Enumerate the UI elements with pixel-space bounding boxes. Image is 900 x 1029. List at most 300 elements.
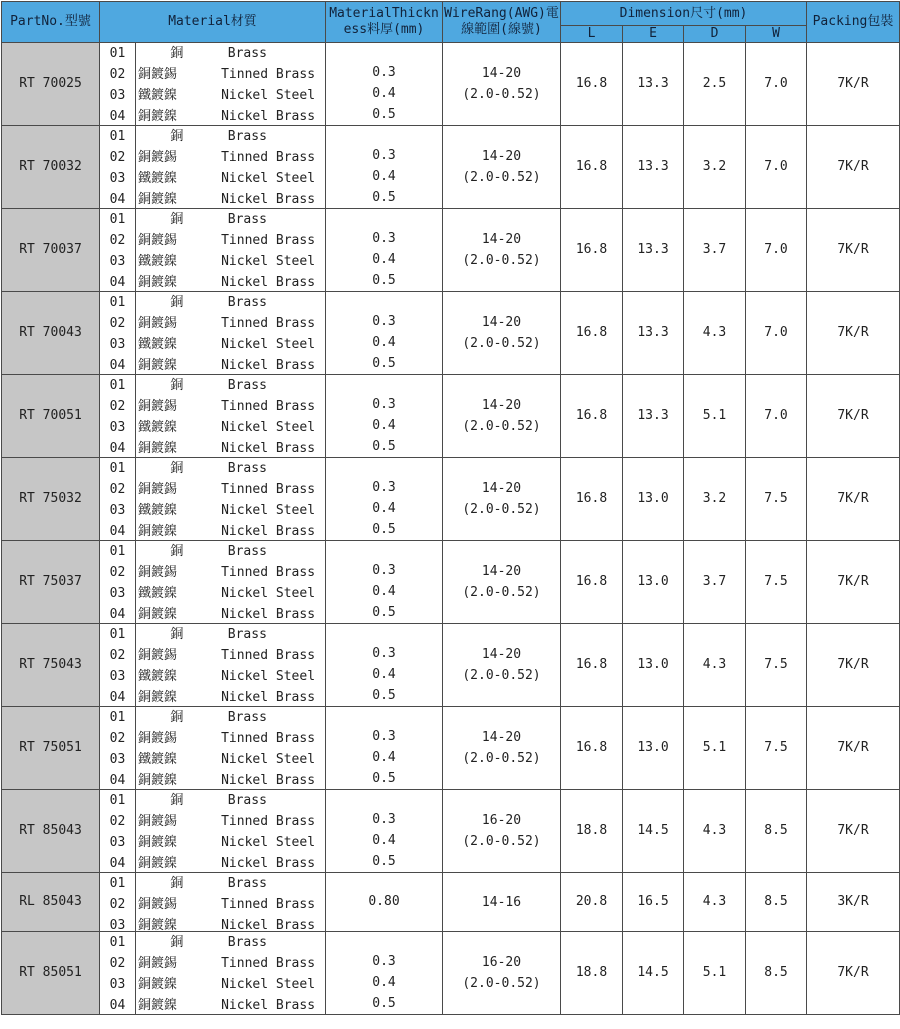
thickness-value: 0.3 — [372, 480, 396, 495]
material-entry — [136, 687, 325, 708]
material-code: 04 — [109, 358, 126, 373]
wire-range-cell — [443, 126, 561, 209]
material-name-zh: 鐵鍍鎳 — [138, 88, 178, 103]
dimension-e-cell: 14.5 — [623, 790, 684, 873]
material-name-zh: 鐵鍍鎳 — [138, 586, 178, 601]
material-entry — [136, 873, 325, 894]
dimension-l-cell: 20.8 — [561, 873, 623, 932]
material-code: 02 — [109, 814, 126, 829]
dimension-d-cell: 5.1 — [684, 932, 746, 1015]
material-cell — [136, 209, 326, 292]
wire-range-value: (2.0-0.52) — [462, 668, 541, 683]
table-row — [2, 873, 900, 932]
material-name-en: Tinned Brass — [221, 316, 316, 331]
dimension-d-cell: 3.7 — [684, 541, 746, 624]
material-code: 02 — [109, 233, 126, 248]
material-name-en: Nickel Brass — [221, 856, 316, 871]
material-code: 03 — [109, 337, 126, 352]
material-name-en: Brass — [227, 212, 267, 227]
material-code: 03 — [109, 835, 126, 850]
product-spec-table — [1, 1, 900, 1015]
material-name-en: Brass — [227, 129, 267, 144]
header-packing: Packing包裝 — [807, 2, 900, 43]
part-number-cell: RT 70037 — [2, 209, 100, 292]
material-code: 04 — [109, 998, 126, 1013]
material-entry — [136, 749, 325, 770]
part-number-cell: RL 85043 — [2, 873, 100, 932]
material-entry — [136, 43, 325, 64]
thickness-value — [326, 790, 442, 809]
thickness-value: 0.5 — [372, 771, 396, 786]
thickness-value: 0.4 — [372, 418, 396, 433]
material-name-zh: 銅鍍鎳 — [138, 998, 178, 1013]
material-code: 01 — [109, 378, 126, 393]
table-row — [2, 624, 900, 707]
material-name-zh: 銅 — [170, 461, 184, 476]
thickness-value: 0.4 — [372, 86, 396, 101]
dimension-e-cell: 13.0 — [623, 624, 684, 707]
material-name-zh: 銅 — [170, 295, 184, 310]
wire-range-value: 14-20 — [481, 730, 522, 745]
material-code: 04 — [109, 773, 126, 788]
material-name-en: Nickel Brass — [221, 690, 316, 705]
material-name-en: Brass — [227, 378, 267, 393]
material-cell — [136, 707, 326, 790]
table-row — [2, 209, 900, 292]
part-number-cell: RT 70025 — [2, 43, 100, 126]
material-code-cell — [100, 873, 136, 932]
thickness-value: 0.3 — [372, 812, 396, 827]
header-material: Material材質 — [100, 2, 326, 43]
thickness-value: 0.5 — [372, 996, 396, 1011]
material-code: 02 — [109, 956, 126, 971]
material-name-zh: 銅鍍鎳 — [138, 690, 178, 705]
thickness-value: 0.5 — [372, 605, 396, 620]
material-name-zh: 銅 — [170, 544, 184, 559]
material-code: 03 — [109, 420, 126, 435]
header-part-no: PartNo.型號 — [2, 2, 100, 43]
dimension-w-cell: 8.5 — [746, 932, 807, 1015]
material-name-zh: 銅 — [170, 876, 184, 891]
material-code: 04 — [109, 856, 126, 871]
thickness-cell — [326, 209, 443, 292]
material-code-cell — [100, 541, 136, 624]
part-number-cell: RT 85051 — [2, 932, 100, 1015]
dimension-e-cell: 13.3 — [623, 375, 684, 458]
material-entry — [136, 811, 325, 832]
material-entry — [136, 583, 325, 604]
part-number-cell: RT 75043 — [2, 624, 100, 707]
thickness-value: 0.5 — [372, 190, 396, 205]
dimension-w-cell: 7.5 — [746, 624, 807, 707]
thickness-cell — [326, 375, 443, 458]
material-entry — [136, 853, 325, 874]
material-name-en: Nickel Brass — [221, 358, 316, 373]
material-name-en: Brass — [227, 710, 267, 725]
material-name-en: Nickel Steel — [221, 171, 316, 186]
thickness-value: 0.4 — [372, 584, 396, 599]
material-name-en: Nickel Brass — [221, 918, 316, 933]
packing-cell: 7K/R — [807, 458, 900, 541]
material-code: 03 — [109, 88, 126, 103]
thickness-cell — [326, 126, 443, 209]
material-name-en: Nickel Steel — [221, 586, 316, 601]
dimension-w-cell: 7.0 — [746, 292, 807, 375]
wire-range-cell — [443, 209, 561, 292]
material-name-en: Nickel Brass — [221, 192, 316, 207]
material-name-zh: 銅鍍錫 — [138, 399, 178, 414]
material-entry — [136, 624, 325, 645]
material-entry — [136, 396, 325, 417]
material-code: 02 — [109, 565, 126, 580]
thickness-value: 0.5 — [372, 107, 396, 122]
wire-range-value: 14-20 — [481, 647, 522, 662]
material-code: 02 — [109, 399, 126, 414]
material-name-zh: 銅鍍鎳 — [138, 773, 178, 788]
material-name-zh: 銅鍍錫 — [138, 316, 178, 331]
thickness-value: 0.4 — [372, 833, 396, 848]
wire-range-cell — [443, 458, 561, 541]
material-name-zh: 銅鍍鎳 — [138, 835, 178, 850]
material-name-en: Tinned Brass — [221, 956, 316, 971]
material-name-en: Nickel Steel — [221, 752, 316, 767]
material-code-cell — [100, 209, 136, 292]
material-name-zh: 鐵鍍鎳 — [138, 503, 178, 518]
thickness-value: 0.5 — [372, 439, 396, 454]
material-entry — [136, 932, 325, 953]
material-code: 01 — [109, 876, 126, 891]
dimension-d-cell: 3.2 — [684, 126, 746, 209]
wire-range-value: (2.0-0.52) — [462, 976, 541, 991]
material-entry — [136, 126, 325, 147]
material-code: 01 — [109, 212, 126, 227]
dimension-l-cell: 16.8 — [561, 541, 623, 624]
material-name-en: Nickel Brass — [221, 109, 316, 124]
wire-range-value: 14-20 — [481, 149, 522, 164]
table-row — [2, 126, 900, 209]
material-code-cell — [100, 43, 136, 126]
table-row — [2, 932, 900, 1015]
dimension-l-cell: 16.8 — [561, 209, 623, 292]
table-row — [2, 292, 900, 375]
thickness-cell — [326, 624, 443, 707]
table-row — [2, 43, 900, 126]
material-name-en: Nickel Steel — [221, 88, 316, 103]
material-cell — [136, 790, 326, 873]
header-thickness: MaterialThickness料厚(mm) — [326, 2, 443, 43]
packing-cell: 7K/R — [807, 209, 900, 292]
material-name-zh: 鐵鍍鎳 — [138, 254, 178, 269]
wire-range-value: (2.0-0.52) — [462, 585, 541, 600]
dimension-e-cell: 14.5 — [623, 932, 684, 1015]
packing-cell: 7K/R — [807, 932, 900, 1015]
material-name-zh: 銅 — [170, 793, 184, 808]
material-code: 01 — [109, 793, 126, 808]
material-name-zh: 銅 — [170, 627, 184, 642]
thickness-value — [326, 458, 442, 477]
material-code: 01 — [109, 461, 126, 476]
material-name-en: Tinned Brass — [221, 897, 316, 912]
material-code-cell — [100, 458, 136, 541]
material-name-zh: 鐵鍍鎳 — [138, 420, 178, 435]
header-dim-e: E — [623, 26, 684, 43]
material-entry — [136, 562, 325, 583]
wire-range-value: 14-20 — [481, 481, 522, 496]
material-cell — [136, 624, 326, 707]
material-name-zh: 銅鍍鎳 — [138, 192, 178, 207]
material-code: 02 — [109, 482, 126, 497]
thickness-value: 0.5 — [372, 854, 396, 869]
material-code-cell — [100, 375, 136, 458]
material-name-zh: 銅鍍鎳 — [138, 275, 178, 290]
material-name-zh: 銅鍍錫 — [138, 648, 178, 663]
material-code-cell — [100, 624, 136, 707]
thickness-value: 0.4 — [372, 667, 396, 682]
wire-range-value: 14-20 — [481, 564, 522, 579]
material-entry — [136, 230, 325, 251]
material-code-cell — [100, 707, 136, 790]
dimension-e-cell: 13.3 — [623, 209, 684, 292]
table-body — [2, 43, 900, 1015]
wire-range-value: (2.0-0.52) — [462, 419, 541, 434]
material-entry — [136, 355, 325, 376]
material-code: 03 — [109, 752, 126, 767]
header-dim-w: W — [746, 26, 807, 43]
material-code-cell — [100, 292, 136, 375]
material-name-zh: 銅鍍鎳 — [138, 607, 178, 622]
material-code: 03 — [109, 586, 126, 601]
material-name-zh: 銅鍍鎳 — [138, 441, 178, 456]
dimension-e-cell: 13.0 — [623, 541, 684, 624]
packing-cell: 7K/R — [807, 707, 900, 790]
thickness-value: 0.4 — [372, 335, 396, 350]
wire-range-value: 14-16 — [481, 894, 522, 910]
material-code: 02 — [109, 67, 126, 82]
thickness-value — [326, 375, 442, 394]
thickness-value: 0.5 — [372, 273, 396, 288]
material-entry — [136, 189, 325, 210]
dimension-e-cell: 13.3 — [623, 43, 684, 126]
table-row — [2, 375, 900, 458]
material-name-zh: 銅鍍鎳 — [138, 524, 178, 539]
material-code: 01 — [109, 710, 126, 725]
dimension-d-cell: 5.1 — [684, 707, 746, 790]
packing-cell: 7K/R — [807, 292, 900, 375]
wire-range-value: (2.0-0.52) — [462, 834, 541, 849]
thickness-cell — [326, 873, 443, 932]
table-header — [2, 2, 900, 43]
dimension-e-cell: 13.0 — [623, 458, 684, 541]
dimension-l-cell: 16.8 — [561, 707, 623, 790]
part-number-cell: RT 75051 — [2, 707, 100, 790]
dimension-w-cell: 7.0 — [746, 375, 807, 458]
material-name-en: Brass — [227, 627, 267, 642]
dimension-d-cell: 4.3 — [684, 790, 746, 873]
material-name-en: Nickel Steel — [221, 337, 316, 352]
material-name-en: Tinned Brass — [221, 482, 316, 497]
material-name-zh: 銅鍍錫 — [138, 897, 178, 912]
material-name-zh: 銅 — [170, 212, 184, 227]
material-name-zh: 銅 — [170, 378, 184, 393]
material-cell — [136, 126, 326, 209]
material-entry — [136, 995, 325, 1016]
material-code: 01 — [109, 129, 126, 144]
dimension-d-cell: 3.2 — [684, 458, 746, 541]
material-name-zh: 銅 — [170, 935, 184, 950]
thickness-value — [326, 707, 442, 726]
wire-range-value: (2.0-0.52) — [462, 170, 541, 185]
part-number-cell: RT 75032 — [2, 458, 100, 541]
material-name-zh: 鐵鍍鎳 — [138, 171, 178, 186]
material-cell — [136, 932, 326, 1015]
wire-range-value: 14-20 — [481, 232, 522, 247]
dimension-l-cell: 16.8 — [561, 126, 623, 209]
dimension-d-cell: 2.5 — [684, 43, 746, 126]
material-code: 04 — [109, 192, 126, 207]
material-entry — [136, 479, 325, 500]
material-name-en: Nickel Brass — [221, 441, 316, 456]
material-name-en: Brass — [227, 544, 267, 559]
wire-range-cell — [443, 873, 561, 932]
material-name-en: Brass — [227, 935, 267, 950]
material-cell — [136, 292, 326, 375]
header-dim-d: D — [684, 26, 746, 43]
wire-range-value: 16-20 — [481, 955, 522, 970]
material-name-en: Nickel Brass — [221, 275, 316, 290]
thickness-value: 0.3 — [372, 729, 396, 744]
material-entry — [136, 790, 325, 811]
packing-cell: 7K/R — [807, 43, 900, 126]
material-name-zh: 銅鍍錫 — [138, 731, 178, 746]
dimension-w-cell: 8.5 — [746, 873, 807, 932]
material-name-zh: 銅鍍鎳 — [138, 109, 178, 124]
wire-range-cell — [443, 541, 561, 624]
material-code: 01 — [109, 627, 126, 642]
material-entry — [136, 209, 325, 230]
wire-range-cell — [443, 624, 561, 707]
material-entry — [136, 147, 325, 168]
thickness-value: 0.3 — [372, 563, 396, 578]
material-name-zh: 鐵鍍鎳 — [138, 669, 178, 684]
material-code: 03 — [109, 918, 126, 933]
thickness-value: 0.5 — [372, 356, 396, 371]
thickness-value: 0.4 — [372, 169, 396, 184]
dimension-e-cell: 13.3 — [623, 292, 684, 375]
packing-cell: 7K/R — [807, 126, 900, 209]
header-wire-range: WireRang(AWG)電線範圍(線號) — [443, 2, 561, 43]
material-code: 01 — [109, 46, 126, 61]
material-name-zh: 銅 — [170, 129, 184, 144]
part-number-cell: RT 70043 — [2, 292, 100, 375]
material-cell — [136, 458, 326, 541]
dimension-w-cell: 7.5 — [746, 707, 807, 790]
material-cell — [136, 43, 326, 126]
header-dimension: Dimension尺寸(mm) — [561, 2, 807, 26]
material-entry — [136, 313, 325, 334]
dimension-l-cell: 16.8 — [561, 458, 623, 541]
thickness-value: 0.4 — [372, 501, 396, 516]
wire-range-cell — [443, 375, 561, 458]
material-entry — [136, 728, 325, 749]
thickness-cell — [326, 541, 443, 624]
thickness-value: 0.4 — [372, 750, 396, 765]
material-name-zh: 銅鍍鎳 — [138, 918, 178, 933]
material-code: 03 — [109, 977, 126, 992]
material-code: 02 — [109, 150, 126, 165]
material-code: 04 — [109, 441, 126, 456]
material-entry — [136, 292, 325, 313]
material-name-en: Tinned Brass — [221, 233, 316, 248]
thickness-value: 0.80 — [368, 894, 400, 909]
material-code: 03 — [109, 254, 126, 269]
material-code: 04 — [109, 109, 126, 124]
material-name-en: Nickel Steel — [221, 254, 316, 269]
material-name-zh: 鐵鍍鎳 — [138, 752, 178, 767]
dimension-d-cell: 3.7 — [684, 209, 746, 292]
material-name-zh: 銅 — [170, 710, 184, 725]
material-entry — [136, 500, 325, 521]
material-name-zh: 銅 — [170, 46, 184, 61]
thickness-value: 0.3 — [372, 954, 396, 969]
thickness-value — [326, 292, 442, 311]
dimension-l-cell: 18.8 — [561, 932, 623, 1015]
material-entry — [136, 458, 325, 479]
material-name-zh: 銅鍍錫 — [138, 233, 178, 248]
dimension-l-cell: 18.8 — [561, 790, 623, 873]
table-row — [2, 458, 900, 541]
material-code: 02 — [109, 731, 126, 746]
material-name-zh: 鐵鍍鎳 — [138, 337, 178, 352]
table-row — [2, 707, 900, 790]
dimension-e-cell: 16.5 — [623, 873, 684, 932]
part-number-cell: RT 70051 — [2, 375, 100, 458]
wire-range-value: (2.0-0.52) — [462, 751, 541, 766]
thickness-value — [326, 624, 442, 643]
thickness-value — [326, 43, 442, 62]
thickness-value — [326, 126, 442, 145]
thickness-value: 0.3 — [372, 65, 396, 80]
wire-range-value: (2.0-0.52) — [462, 336, 541, 351]
dimension-e-cell: 13.3 — [623, 126, 684, 209]
wire-range-value: (2.0-0.52) — [462, 253, 541, 268]
material-code: 03 — [109, 503, 126, 518]
thickness-cell — [326, 790, 443, 873]
material-name-en: Tinned Brass — [221, 150, 316, 165]
material-entry — [136, 438, 325, 459]
thickness-cell — [326, 43, 443, 126]
material-entry — [136, 707, 325, 728]
part-number-cell: RT 70032 — [2, 126, 100, 209]
material-code: 03 — [109, 171, 126, 186]
wire-range-cell — [443, 790, 561, 873]
material-entry — [136, 85, 325, 106]
material-entry — [136, 645, 325, 666]
material-name-zh: 銅鍍錫 — [138, 565, 178, 580]
wire-range-value: 14-20 — [481, 315, 522, 330]
thickness-value: 0.5 — [372, 522, 396, 537]
wire-range-cell — [443, 707, 561, 790]
table-row — [2, 790, 900, 873]
thickness-value: 0.3 — [372, 646, 396, 661]
material-entry — [136, 953, 325, 974]
material-name-en: Nickel Brass — [221, 524, 316, 539]
material-code-cell — [100, 932, 136, 1015]
material-name-en: Tinned Brass — [221, 731, 316, 746]
thickness-value: 0.3 — [372, 397, 396, 412]
material-name-en: Nickel Steel — [221, 503, 316, 518]
packing-cell: 3K/R — [807, 873, 900, 932]
material-name-zh: 銅鍍鎳 — [138, 856, 178, 871]
